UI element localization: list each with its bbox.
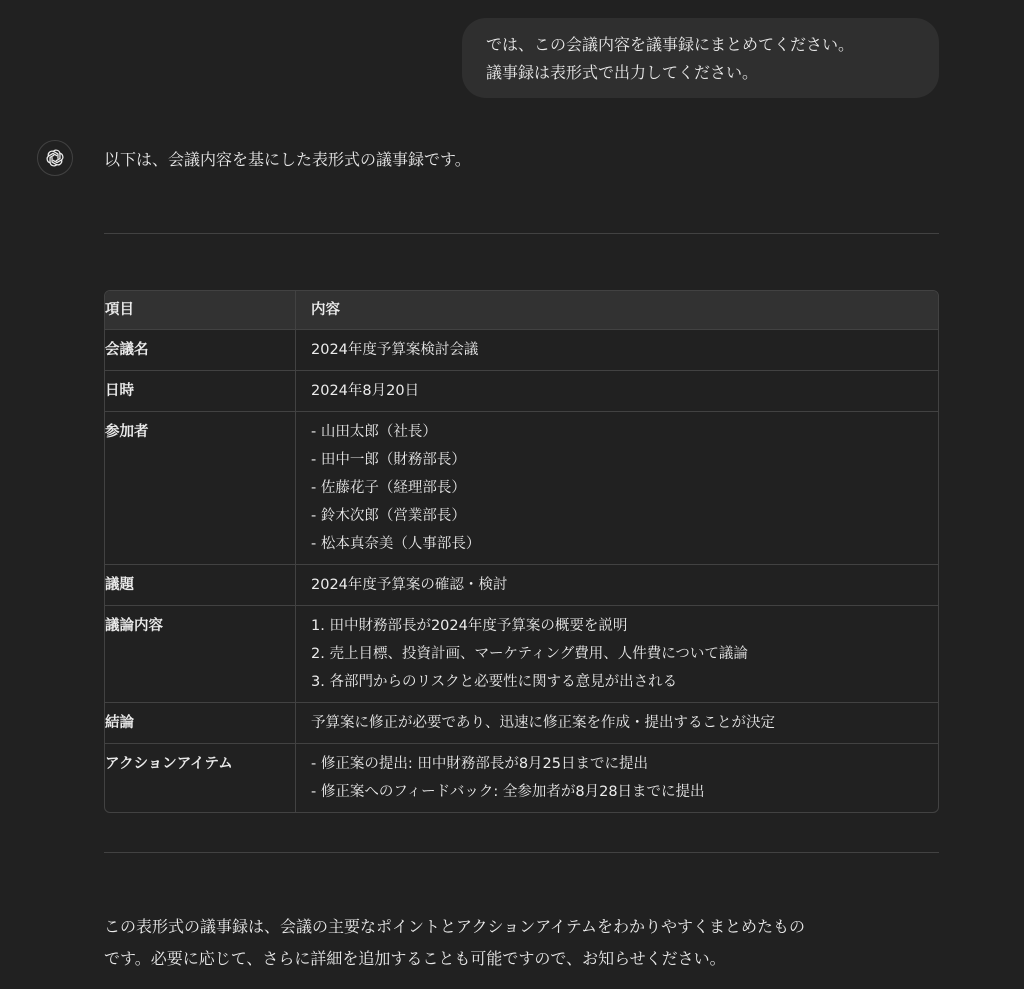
table-value-line: - 修正案へのフィードバック: 全参加者が8月28日までに提出 — [311, 784, 705, 800]
table-value-cell — [296, 565, 939, 606]
table-value-line: 2. 売上目標、投資計画、マーケティング費用、人件費について議論 — [311, 646, 748, 662]
table-value-line: - 佐藤花子（経理部長） — [311, 480, 466, 496]
table-value-cell — [296, 744, 939, 813]
table-row — [105, 371, 938, 412]
user-message-bubble — [462, 18, 939, 98]
table-header-row — [105, 291, 938, 330]
table-value-cell — [296, 412, 939, 565]
table-value-line: 2024年度予算案検討会議 — [311, 342, 479, 358]
minutes-table — [104, 290, 939, 813]
table-value-cell — [296, 606, 939, 703]
table-row — [105, 412, 938, 565]
table-key-cell: 議論内容 — [105, 606, 296, 703]
table-value-line: - 田中一郎（財務部長） — [311, 452, 466, 468]
table-value-line: - 鈴木次郎（営業部長） — [311, 508, 466, 524]
closing-text-line: です。必要に応じて、さらに詳細を追加することも可能ですので、お知らせください。 — [104, 949, 726, 968]
table-value-line: - 修正案の提出: 田中財務部長が8月25日までに提出 — [311, 756, 649, 772]
table-value-line: - 松本真奈美（人事部長） — [311, 536, 481, 552]
assistant-intro-text: 以下は、会議内容を基にした表形式の議事録です。 — [104, 150, 471, 169]
openai-logo-icon — [37, 140, 73, 176]
closing-text-line: この表形式の議事録は、会議の主要なポイントとアクションアイテムをわかりやすくまとめたもの — [104, 917, 805, 936]
table-key-cell: 結論 — [105, 703, 296, 744]
table-key-cell: 議題 — [105, 565, 296, 606]
table-value-line: 2024年度予算案の確認・検討 — [311, 577, 508, 593]
table-key-cell: アクションアイテム — [105, 744, 296, 813]
table-value-cell — [296, 371, 939, 412]
divider — [104, 852, 939, 853]
user-message-line: では、この会議内容を議事録にまとめてください。 — [486, 35, 855, 54]
table-key-cell: 会議名 — [105, 330, 296, 371]
table-value-cell — [296, 330, 939, 371]
table-value-line: 予算案に修正が必要であり、迅速に修正案を作成・提出することが決定 — [311, 715, 775, 731]
table-row — [105, 606, 938, 703]
table-header-cell: 内容 — [296, 291, 939, 330]
table-value-line: 3. 各部門からのリスクと必要性に関する意見が出される — [311, 674, 678, 690]
table-row — [105, 330, 938, 371]
table-row — [105, 744, 938, 813]
table-key-cell: 日時 — [105, 371, 296, 412]
table-value-cell — [296, 703, 939, 744]
user-message-line: 議事録は表形式で出力してください。 — [486, 63, 759, 82]
table-value-line: 2024年8月20日 — [311, 383, 420, 399]
table-header-cell: 項目 — [105, 291, 296, 330]
divider — [104, 233, 939, 234]
assistant-closing-text — [104, 911, 944, 975]
table-row — [105, 703, 938, 744]
table-row — [105, 565, 938, 606]
table-value-line: - 山田太郎（社長） — [311, 424, 437, 440]
table-value-line: 1. 田中財務部長が2024年度予算案の概要を説明 — [311, 618, 628, 634]
table-key-cell: 参加者 — [105, 412, 296, 565]
